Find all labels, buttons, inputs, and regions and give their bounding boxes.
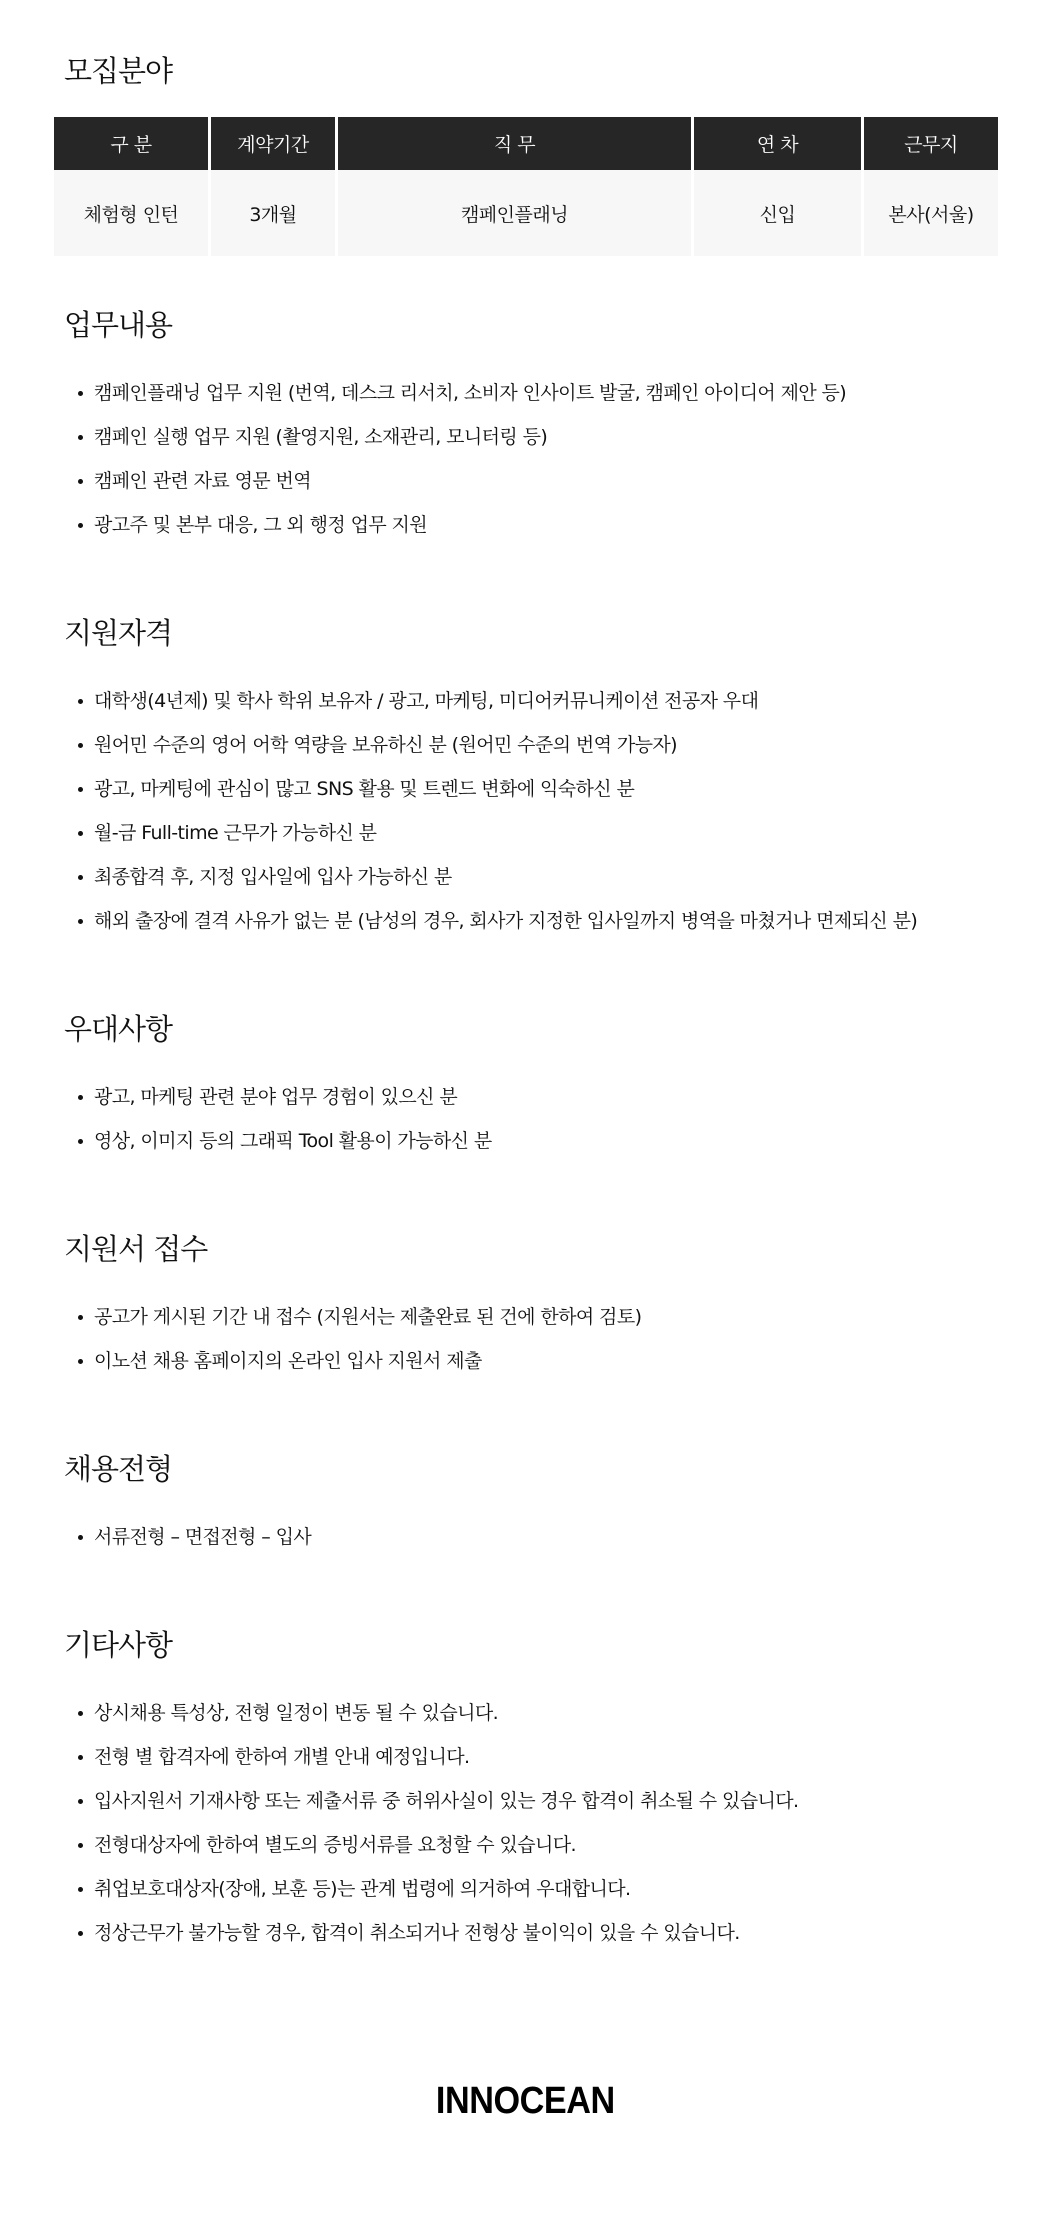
bullet-icon	[78, 1799, 83, 1804]
list-item-text: 원어민 수준의 영어 어학 역량을 보유하신 분 (원어민 수준의 번역 가능자)	[94, 734, 677, 756]
bullet-icon	[78, 1315, 83, 1320]
list-item	[78, 415, 1050, 459]
bullet-list	[0, 1075, 1050, 1163]
cell-location: 본사(서울)	[864, 170, 998, 256]
list-item-text: 최종합격 후, 지정 입사일에 입사 가능하신 분	[94, 866, 452, 888]
list-item-text: 전형 별 합격자에 한하여 개별 안내 예정입니다.	[94, 1746, 470, 1768]
list-item	[78, 811, 1050, 855]
bullet-list	[0, 1691, 1050, 1955]
bullet-icon	[78, 787, 83, 792]
list-item-text: 광고, 마케팅에 관심이 많고 SNS 활용 및 트렌드 변화에 익숙하신 분	[94, 778, 635, 800]
bullet-icon	[78, 831, 83, 836]
section	[0, 1625, 1050, 1955]
bullet-list	[0, 679, 1050, 943]
bullet-icon	[78, 1755, 83, 1760]
list-item-text: 해외 출장에 결격 사유가 없는 분 (남성의 경우, 회사가 지정한 입사일까지 병역을 마쳤거나 면제되신 분)	[94, 910, 918, 932]
list-item-text: 서류전형 – 면접전형 – 입사	[94, 1526, 312, 1548]
list-item	[78, 1911, 1050, 1955]
bullet-icon	[78, 699, 83, 704]
section-title: 채용전형	[64, 1452, 173, 1486]
list-item	[78, 371, 1050, 415]
section	[0, 305, 1050, 547]
section-title: 우대사항	[64, 1012, 173, 1046]
list-item-text: 전형대상자에 한하여 별도의 증빙서류를 요청할 수 있습니다.	[94, 1834, 576, 1856]
section-title: 업무내용	[64, 308, 173, 342]
header-experience: 연 차	[694, 117, 861, 170]
header-location: 근무지	[864, 117, 998, 170]
section-title: 지원자격	[64, 616, 173, 650]
section	[0, 1449, 1050, 1559]
list-item-text: 상시채용 특성상, 전형 일정이 변동 될 수 있습니다.	[94, 1702, 499, 1724]
list-item	[78, 899, 1050, 943]
section-title: 기타사항	[64, 1628, 173, 1662]
cell-contract-period: 3개월	[211, 170, 335, 256]
list-item	[78, 1735, 1050, 1779]
section	[0, 613, 1050, 943]
header-contract-period: 계약기간	[211, 117, 335, 170]
bullet-icon	[78, 919, 83, 924]
section-title-recruitment: 모집분야	[64, 54, 173, 88]
recruitment-table	[51, 117, 1001, 256]
cell-job: 캠페인플래닝	[338, 170, 691, 256]
innocean-logo	[0, 2080, 1050, 2123]
list-item-text: 캠페인플래닝 업무 지원 (번역, 데스크 리서치, 소비자 인사이트 발굴, 캠페인 아이디어 제안 등)	[94, 382, 847, 404]
section-title: 지원서 접수	[64, 1232, 208, 1266]
header-job: 직 무	[338, 117, 691, 170]
table-row	[54, 170, 998, 256]
list-item	[78, 723, 1050, 767]
bullet-icon	[78, 523, 83, 528]
bullet-icon	[78, 435, 83, 440]
bullet-icon	[78, 1887, 83, 1892]
bullet-list	[0, 1295, 1050, 1383]
list-item-text: 캠페인 관련 자료 영문 번역	[94, 470, 312, 492]
bullet-icon	[78, 1095, 83, 1100]
list-item	[78, 1119, 1050, 1163]
list-item	[78, 503, 1050, 547]
bullet-list	[0, 1515, 1050, 1559]
bullet-list	[0, 371, 1050, 547]
list-item-text: 이노션 채용 홈페이지의 온라인 입사 지원서 제출	[94, 1350, 482, 1372]
bullet-icon	[78, 1139, 83, 1144]
bullet-icon	[78, 1711, 83, 1716]
list-item	[78, 1295, 1050, 1339]
list-item-text: 입사지원서 기재사항 또는 제출서류 중 허위사실이 있는 경우 합격이 취소될 수 있습니다.	[94, 1790, 799, 1812]
list-item	[78, 1823, 1050, 1867]
bullet-icon	[78, 1359, 83, 1364]
list-item-text: 캠페인 실행 업무 지원 (촬영지원, 소재관리, 모니터링 등)	[94, 426, 548, 448]
list-item-text: 월-금 Full-time 근무가 가능하신 분	[94, 822, 377, 844]
cell-experience: 신입	[694, 170, 861, 256]
bullet-icon	[78, 875, 83, 880]
cell-category: 체험형 인턴	[54, 170, 208, 256]
header-category: 구 분	[54, 117, 208, 170]
bullet-icon	[78, 391, 83, 396]
list-item-text: 대학생(4년제) 및 학사 학위 보유자 / 광고, 마케팅, 미디어커뮤니케이션 전공자 우대	[94, 690, 759, 712]
bullet-icon	[78, 1535, 83, 1540]
list-item	[78, 459, 1050, 503]
list-item	[78, 1515, 1050, 1559]
table-header-row	[54, 117, 998, 170]
list-item	[78, 767, 1050, 811]
section	[0, 1009, 1050, 1163]
list-item-text: 광고주 및 본부 대응, 그 외 행정 업무 지원	[94, 514, 428, 536]
logo-text: INNOCEAN	[435, 2080, 615, 2122]
list-item-text: 공고가 게시된 기간 내 접수 (지원서는 제출완료 된 건에 한하여 검토)	[94, 1306, 642, 1328]
job-posting	[0, 51, 1050, 1955]
section	[0, 1229, 1050, 1383]
list-item	[78, 1779, 1050, 1823]
list-item-text: 광고, 마케팅 관련 분야 업무 경험이 있으신 분	[94, 1086, 458, 1108]
bullet-icon	[78, 743, 83, 748]
bullet-icon	[78, 479, 83, 484]
bullet-icon	[78, 1843, 83, 1848]
list-item	[78, 679, 1050, 723]
list-item-text: 취업보호대상자(장애, 보훈 등)는 관계 법령에 의거하여 우대합니다.	[94, 1878, 631, 1900]
list-item-text: 정상근무가 불가능할 경우, 합격이 취소되거나 전형상 불이익이 있을 수 있습니다.	[94, 1922, 740, 1944]
list-item	[78, 855, 1050, 899]
list-item-text: 영상, 이미지 등의 그래픽 Tool 활용이 가능하신 분	[94, 1130, 492, 1152]
bullet-icon	[78, 1931, 83, 1936]
list-item	[78, 1691, 1050, 1735]
list-item	[78, 1075, 1050, 1119]
list-item	[78, 1339, 1050, 1383]
list-item	[78, 1867, 1050, 1911]
